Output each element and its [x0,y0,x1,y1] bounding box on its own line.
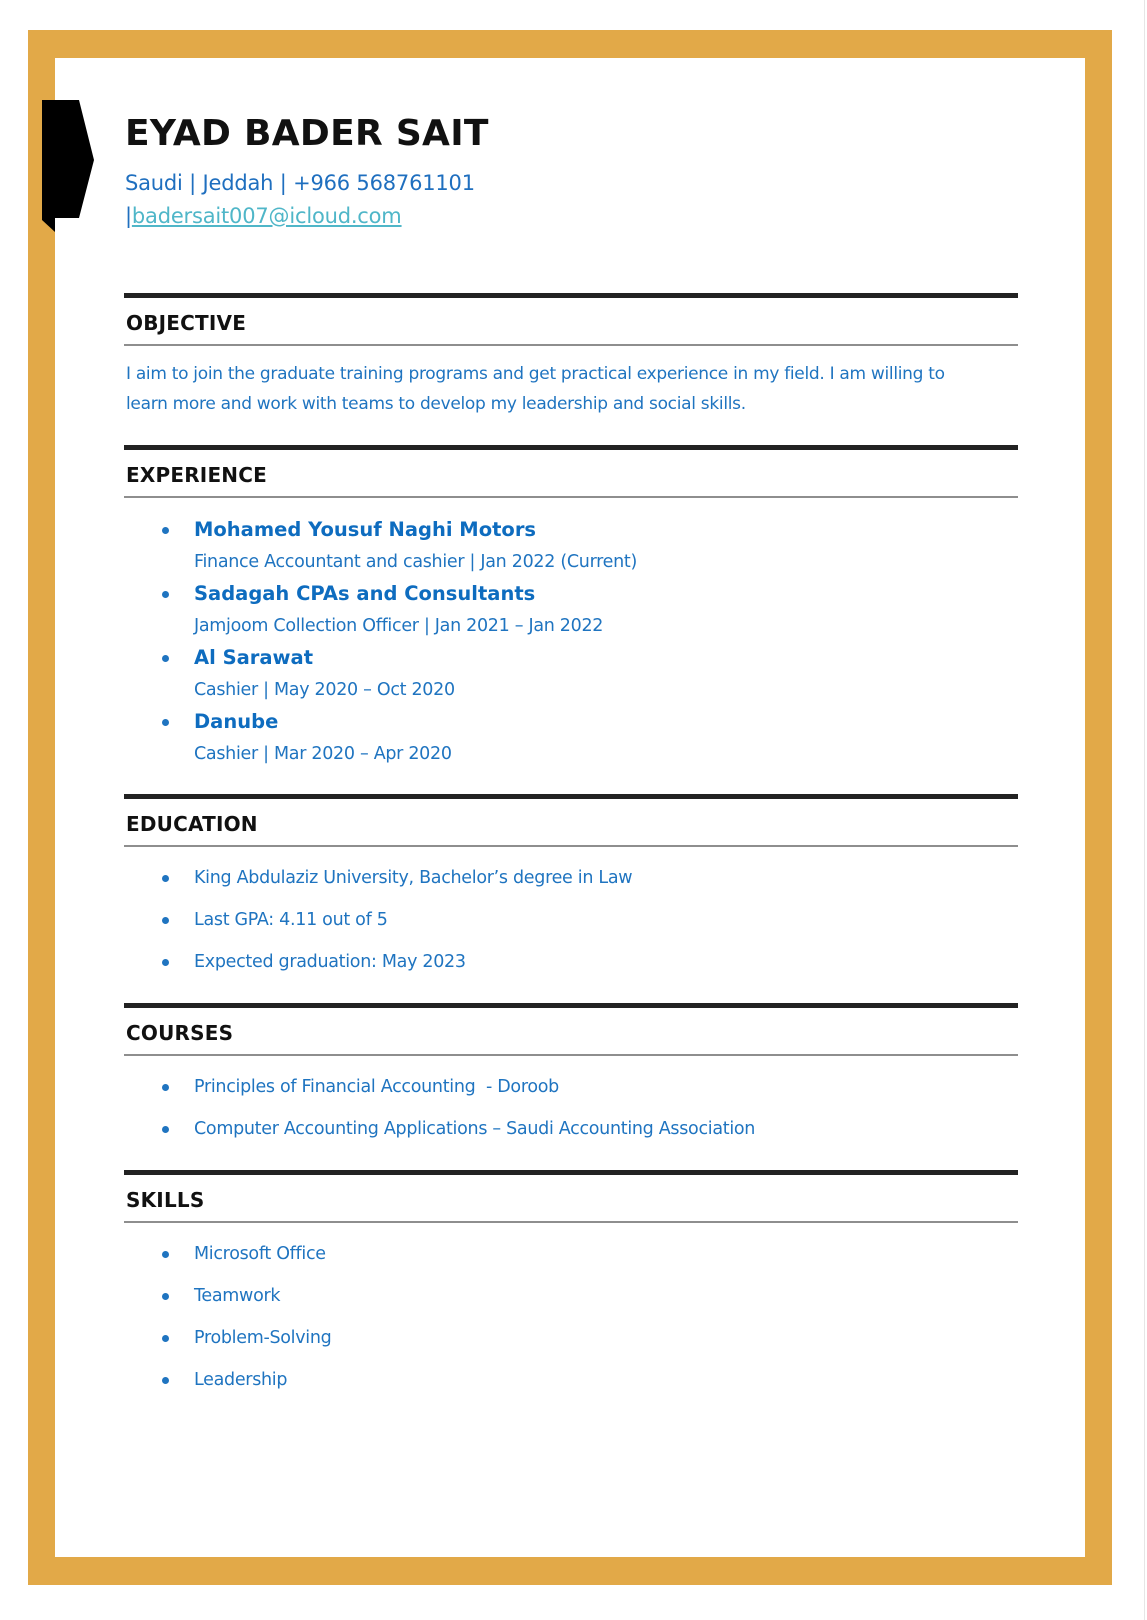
section-rule-thin [124,845,1018,847]
course-item [124,1075,1004,1117]
skill-text: Leadership [194,1370,288,1390]
education-item [124,866,1004,908]
skill-item [124,1326,1004,1368]
bullet-icon [162,719,169,726]
experience-item [124,578,1004,642]
section-rule-thick [124,445,1018,450]
bullet-icon [162,1126,169,1133]
objective-line: I aim to join the graduate training programs and get practical experience in my field. I am willing to [126,364,945,384]
skill-item [124,1284,1004,1326]
company-name: Danube [194,710,279,733]
section-rule-thick [124,1003,1018,1008]
page-edge-line [1144,0,1145,1620]
section-objective [124,293,1018,414]
experience-item [124,642,1004,706]
section-title: OBJECTIVE [126,311,247,335]
company-name: Mohamed Yousuf Naghi Motors [194,518,537,541]
bullet-icon [162,1251,169,1258]
section-courses [124,1003,1018,1139]
email-link[interactable]: badersait007@icloud.com [131,204,402,228]
section-rule-thin [124,1221,1018,1223]
section-title: EDUCATION [126,812,258,836]
candidate-name: EYAD BADER SAIT [125,113,489,154]
section-rule-thick [124,1170,1018,1175]
section-rule-thick [124,794,1018,799]
section-title: SKILLS [126,1188,205,1212]
section-education [124,794,1018,972]
section-skills [124,1170,1018,1390]
skill-text: Microsoft Office [194,1244,326,1264]
experience-item [124,514,1004,578]
skills-list [124,1242,1004,1410]
bullet-icon [162,1084,169,1091]
bullet-icon [162,655,169,662]
job-role: Finance Accountant and cashier | Jan 2022 (Current) [194,552,638,572]
education-text: Expected graduation: May 2023 [194,952,466,972]
education-text: Last GPA: 4.11 out of 5 [194,910,388,930]
skill-text: Problem-Solving [194,1328,332,1348]
section-title: EXPERIENCE [126,463,267,487]
education-item [124,908,1004,950]
bullet-icon [162,875,169,882]
bullet-icon [162,527,169,534]
section-experience [124,445,1018,764]
job-role: Jamjoom Collection Officer | Jan 2021 – Jan 2022 [194,616,604,636]
section-rule-thin [124,344,1018,346]
courses-list [124,1075,1004,1159]
bullet-icon [162,1377,169,1384]
section-rule-thick [124,293,1018,298]
email-separator: | [125,204,132,228]
section-rule-thin [124,496,1018,498]
bullet-icon [162,917,169,924]
objective-line: learn more and work with teams to develop my leadership and social skills. [126,394,746,414]
section-rule-thin [124,1054,1018,1056]
email-line [125,203,402,229]
contact-info: Saudi | Jeddah | +966 568761101 [125,171,475,195]
skill-text: Teamwork [194,1286,281,1306]
experience-list [124,514,1004,770]
job-role: Cashier | May 2020 – Oct 2020 [194,680,455,700]
course-text: Computer Accounting Applications – Saudi Accounting Association [194,1119,756,1139]
skill-item [124,1368,1004,1410]
education-item [124,950,1004,992]
section-title: COURSES [126,1021,234,1045]
bullet-icon [162,959,169,966]
education-list [124,866,1004,992]
course-item [124,1117,1004,1159]
bookmark-tag-icon [40,98,96,233]
bullet-icon [162,591,169,598]
job-role: Cashier | Mar 2020 – Apr 2020 [194,744,452,764]
experience-item [124,706,1004,770]
education-text: King Abdulaziz University, Bachelor’s degree in Law [194,868,633,888]
bullet-icon [162,1293,169,1300]
company-name: Sadagah CPAs and Consultants [194,582,536,605]
course-text: Principles of Financial Accounting - Doroob [194,1077,559,1097]
bullet-icon [162,1335,169,1342]
company-name: Al Sarawat [194,646,314,669]
skill-item [124,1242,1004,1284]
